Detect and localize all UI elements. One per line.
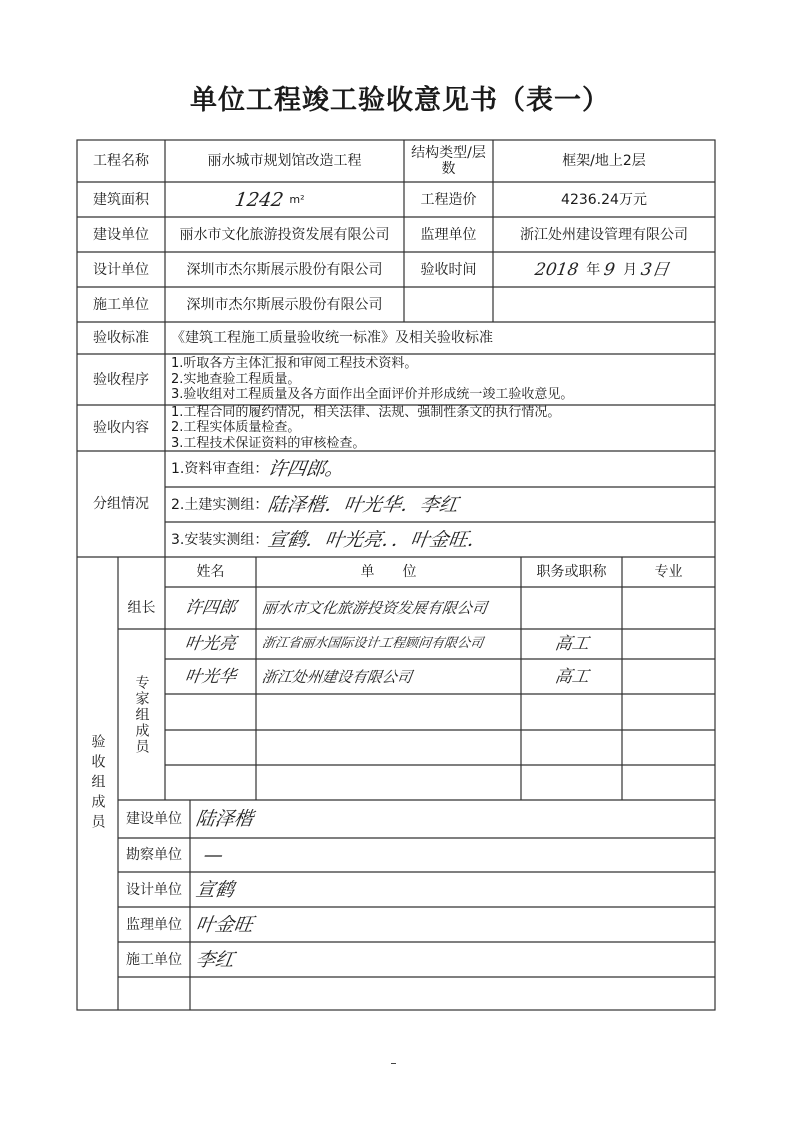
party-signature <box>190 800 715 838</box>
leader-unit-handwritten: 丽水市文化旅游投资发展有限公司 <box>260 599 489 617</box>
procedure-item: 1.听取各方主体汇报和审阅工程技术资料。 <box>171 356 418 372</box>
expert-unit-handwritten: 浙江省丽水国际设计工程顾问有限公司 <box>261 636 485 651</box>
group-name: 3.安装实测组： <box>171 531 269 548</box>
supervisor-value: 浙江处州建设管理有限公司 <box>520 226 688 243</box>
group-row <box>165 522 715 557</box>
document-title: 单位工程竣工验收意见书（表一） <box>190 85 610 116</box>
committee-side-label: 验收组成员 <box>89 733 106 834</box>
expert-title <box>521 629 622 659</box>
area-value <box>165 182 404 217</box>
page-mark <box>391 1063 396 1064</box>
standard-value: 《建筑工程施工质量验收统一标准》及相关验收标准 <box>171 330 493 346</box>
accept-month-char: 月 <box>623 261 638 278</box>
procedure-item: 2.实地查验工程质量。 <box>171 371 301 387</box>
group-members: 陆泽楷．叶光华．李红 <box>266 493 460 516</box>
project-name-value: 丽水城市规划馆改造工程 <box>207 153 362 169</box>
party-signature-text: 叶金旺 <box>194 913 255 936</box>
builder-label: 施工单位 <box>93 296 149 313</box>
group-row <box>165 451 715 487</box>
procedure-label: 验收程序 <box>93 371 149 388</box>
accept-year-char: 年 <box>586 261 601 278</box>
party-signature <box>190 872 715 907</box>
expert-name <box>165 659 256 694</box>
procedure-list <box>165 354 715 405</box>
leader-unit <box>256 587 521 629</box>
group-name: 1.资料审查组： <box>171 461 269 477</box>
accept-day: 3日 <box>639 259 671 280</box>
group-members: 许四郎。 <box>266 458 346 480</box>
expert-name <box>165 629 256 659</box>
procedure-item: 3.验收组对工程质量及各方面作出全面评价并形成统一竣工验收意见。 <box>171 387 574 403</box>
group-name: 2.土建实测组： <box>171 496 269 513</box>
area-unit: m² <box>289 192 305 206</box>
expert-signature: 叶光亮 <box>183 634 238 654</box>
expert-title-handwritten: 高工 <box>553 666 590 687</box>
header-unit: 单 位 <box>360 564 417 580</box>
content-item: 2.工程实体质量检查。 <box>171 420 301 436</box>
content-item: 1.工程合同的履约情况，相关法律、法规、强制性条文的执行情况。 <box>171 404 561 420</box>
party-signature-text: 宣鹤 <box>194 878 236 901</box>
header-name: 姓名 <box>196 564 225 580</box>
accept-month: 9 <box>602 259 617 280</box>
party-label: 监理单位 <box>126 916 182 933</box>
party-label: 建设单位 <box>126 811 182 827</box>
accept-year: 2018 <box>533 259 580 280</box>
party-signature-text: — <box>202 844 225 866</box>
header-major: 专业 <box>654 564 683 580</box>
expert-title-handwritten: 高工 <box>553 634 590 654</box>
standard-label: 验收标准 <box>93 330 149 346</box>
group-members: 宣鹤．叶光亮．．叶金旺． <box>266 528 489 551</box>
party-signature <box>190 838 715 872</box>
content-item: 3.工程技术保证资料的审核检查。 <box>171 435 366 451</box>
party-signature-text: 陆泽楷 <box>194 808 255 830</box>
expert-label: 专家组成员 <box>133 674 150 755</box>
project-name-label: 工程名称 <box>93 153 149 169</box>
area-label: 建筑面积 <box>93 191 149 208</box>
group-row <box>165 487 715 522</box>
header-title: 职务或职称 <box>536 564 607 580</box>
designer-value: 深圳市杰尔斯展示股份有限公司 <box>186 261 383 278</box>
supervisor-label: 监理单位 <box>420 226 477 243</box>
builder-value: 深圳市杰尔斯展示股份有限公司 <box>186 296 383 313</box>
expert-unit <box>256 629 521 659</box>
cost-value: 4236.24万元 <box>561 191 647 208</box>
expert-title <box>521 659 622 694</box>
expert-unit-handwritten: 浙江处州建设有限公司 <box>260 667 414 686</box>
cost-label: 工程造价 <box>420 191 477 208</box>
party-signature-text: 李红 <box>194 948 236 971</box>
structure-value: 框架/地上2层 <box>562 153 646 169</box>
party-label: 施工单位 <box>126 951 182 968</box>
leader-name <box>165 587 256 629</box>
accept-time-value <box>493 252 715 287</box>
owner-value: 丽水市文化旅游投资发展有限公司 <box>179 226 390 243</box>
accept-time-label: 验收时间 <box>420 261 477 278</box>
designer-label: 设计单位 <box>93 261 149 278</box>
content-label: 验收内容 <box>93 420 149 436</box>
expert-signature: 叶光华 <box>183 666 238 687</box>
party-label: 设计单位 <box>126 881 182 898</box>
leader-signature: 许四郎 <box>183 598 238 618</box>
group-label: 分组情况 <box>93 496 149 512</box>
expert-unit <box>256 659 521 694</box>
content-list <box>165 405 715 451</box>
party-label: 勘察单位 <box>126 847 182 863</box>
leader-label: 组长 <box>127 600 156 616</box>
party-signature <box>190 942 715 977</box>
party-signature <box>190 907 715 942</box>
area-handwritten: 1242 <box>233 188 285 211</box>
structure-label: 结构类型/层数 <box>411 145 486 177</box>
owner-label: 建设单位 <box>93 226 149 243</box>
